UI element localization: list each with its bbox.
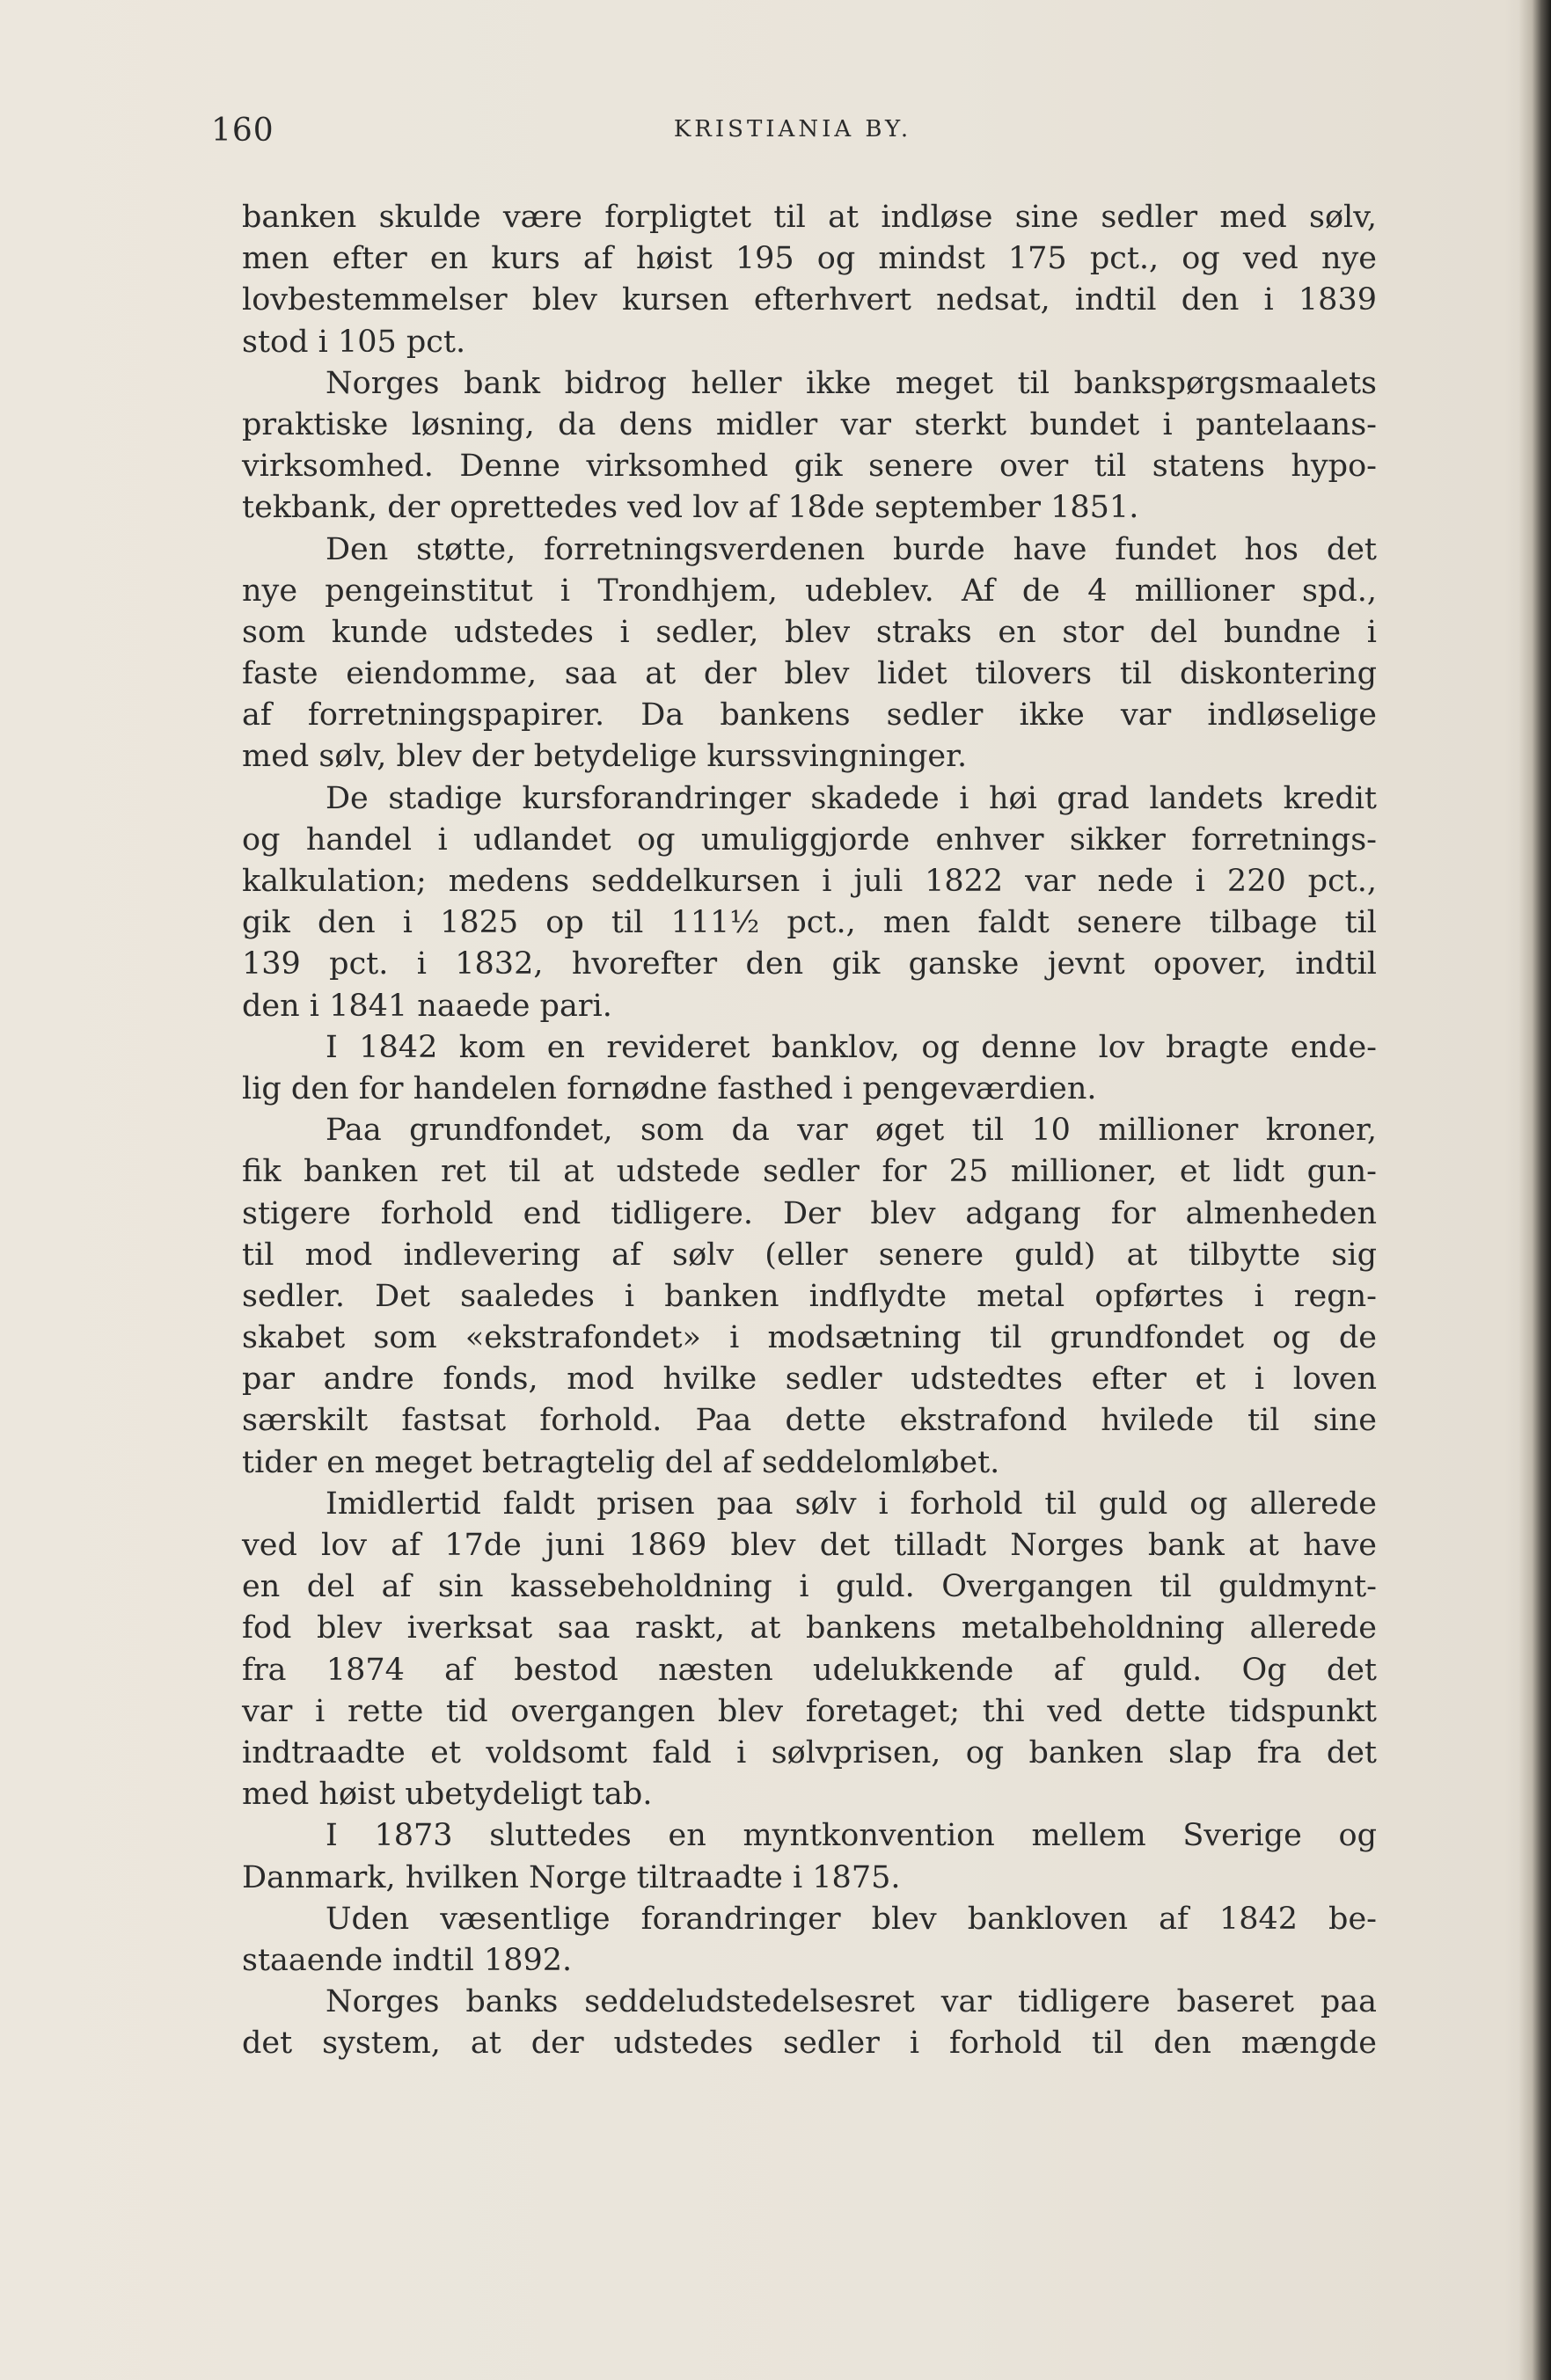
text-line: Danmark, hvilken Norge tiltraadte i 1875. [242,1859,901,1895]
text-line: staaende indtil 1892. [242,1942,573,1978]
paragraph [242,1815,1377,1898]
text-line: 139 pct. i 1832, hvorefter den gik ganske jevnt opover, indtil [242,946,1377,982]
text-line: det system, at der udstedes sedler i forhold til den mængde [242,2026,1377,2062]
text-line: virksomhed. Denne virksomhed gik senere over til statens hypo- [242,449,1377,485]
text-line: gik den i 1825 op til 111½ pct., men faldt senere tilbage til [242,905,1377,941]
text-line: stod i 105 pct. [242,324,466,360]
text-line: og handel i udlandet og umuliggjorde enhver sikker forretnings- [242,821,1377,858]
text-line: Norges banks seddeludstedelsesret var tidligere baseret paa [326,1984,1377,2020]
text-line: den i 1841 naaede pari. [242,988,612,1024]
text-line: Den støtte, forretningsverdenen burde have fundet hos det [326,531,1377,567]
text-line: fik banken ret til at udstede sedler for 25 millioner, et lidt gun- [242,1154,1377,1190]
text-line: af forretningspapirer. Da bankens sedler ikke var indløselige [242,697,1377,734]
text-line: fra 1874 af bestod næsten udelukkende af guld. Og det [242,1652,1377,1688]
paragraph [242,1110,1377,1484]
text-line: fod blev iverksat saa raskt, at bankens metalbeholdning allerede [242,1610,1377,1646]
text-line: men efter en kurs af høist 195 og mindst 175 pct., og ved nye [242,241,1377,277]
text-line: til mod indlevering af sølv (eller senere guld) at tilbytte sig [242,1237,1377,1273]
text-line: særskilt fastsat forhold. Paa dette ekstrafond hvilede til sine [242,1403,1377,1439]
text-line: lovbestemmelser blev kursen efterhvert nedsat, indtil den i 1839 [242,282,1377,318]
text-line: tider en meget betragtelig del af seddelomløbet. [242,1444,1000,1480]
text-line: var i rette tid overgangen blev foretaget; thi ved dette tidspunkt [242,1693,1377,1729]
text-line: faste eiendomme, saa at der blev lidet tilovers til diskontering [242,656,1377,692]
text-line: banken skulde være forpligtet til at indløse sine sedler med sølv, [242,200,1377,235]
body-text [242,197,1377,2064]
paragraph [242,1899,1377,1982]
paragraph [242,363,1377,529]
page-header [211,113,1374,165]
text-line: stigere forhold end tidligere. Der blev adgang for almenheden [242,1195,1377,1231]
text-line: I 1842 kom en revideret banklov, og denne lov bragte ende- [326,1029,1377,1065]
paragraph [242,1027,1377,1110]
text-line: nye pengeinstitut i Trondhjem, udeblev. Af de 4 millioner spd., [242,573,1377,609]
text-line: skabet som «ekstrafondet» i modsætning til grundfondet og de [242,1320,1377,1356]
paragraph [242,529,1377,778]
text-line: kalkulation; medens seddelkursen i juli 1822 var nede i 220 pct., [242,864,1377,899]
text-line: praktiske løsning, da dens midler var sterkt bundet i pantelaans- [242,406,1377,442]
paragraph [242,197,1377,363]
text-line: med sølv, blev der betydelige kurssvingninger. [242,739,968,775]
paragraph [242,1484,1377,1816]
page-edge-shadow [1519,0,1551,2380]
text-line: Paa grundfondet, som da var øget til 10 millioner kroner, [326,1113,1377,1149]
text-line: med høist ubetydeligt tab. [242,1777,653,1813]
text-line: I 1873 sluttedes en myntkonvention mellem Sverige og [326,1818,1377,1854]
text-line: De stadige kursforandringer skadede i høi grad landets kredit [326,780,1377,816]
text-line: Uden væsentlige forandringer blev bankloven af 1842 be- [326,1901,1377,1937]
paragraph [242,778,1377,1027]
text-line: ved lov af 17de juni 1869 blev det tilladt Norges bank at have [242,1528,1377,1563]
text-line: lig den for handelen fornødne fasthed i pengeværdien. [242,1070,1097,1106]
text-line: par andre fonds, mod hvilke sedler udstedtes efter et i loven [242,1362,1377,1398]
page-number: 160 [211,113,274,149]
text-line: indtraadte et voldsomt fald i sølvprisen, og banken slap fra det [242,1734,1377,1770]
text-line: tekbank, der oprettedes ved lov af 18de september 1851. [242,490,1139,526]
text-line: en del af sin kassebeholdning i guld. Overgangen til guldmynt- [242,1569,1377,1605]
running-head: KRISTIANIA BY. [673,116,912,142]
text-line: Norges bank bidrog heller ikke meget til bankspørgsmaalets [326,365,1377,401]
text-line: Imidlertid faldt prisen paa sølv i forhold til guld og allerede [326,1486,1377,1522]
text-line: sedler. Det saaledes i banken indflydte metal opførtes i regn- [242,1278,1377,1314]
text-line: som kunde udstedes i sedler, blev straks en stor del bundne i [242,614,1377,650]
paragraph [242,1982,1377,2064]
